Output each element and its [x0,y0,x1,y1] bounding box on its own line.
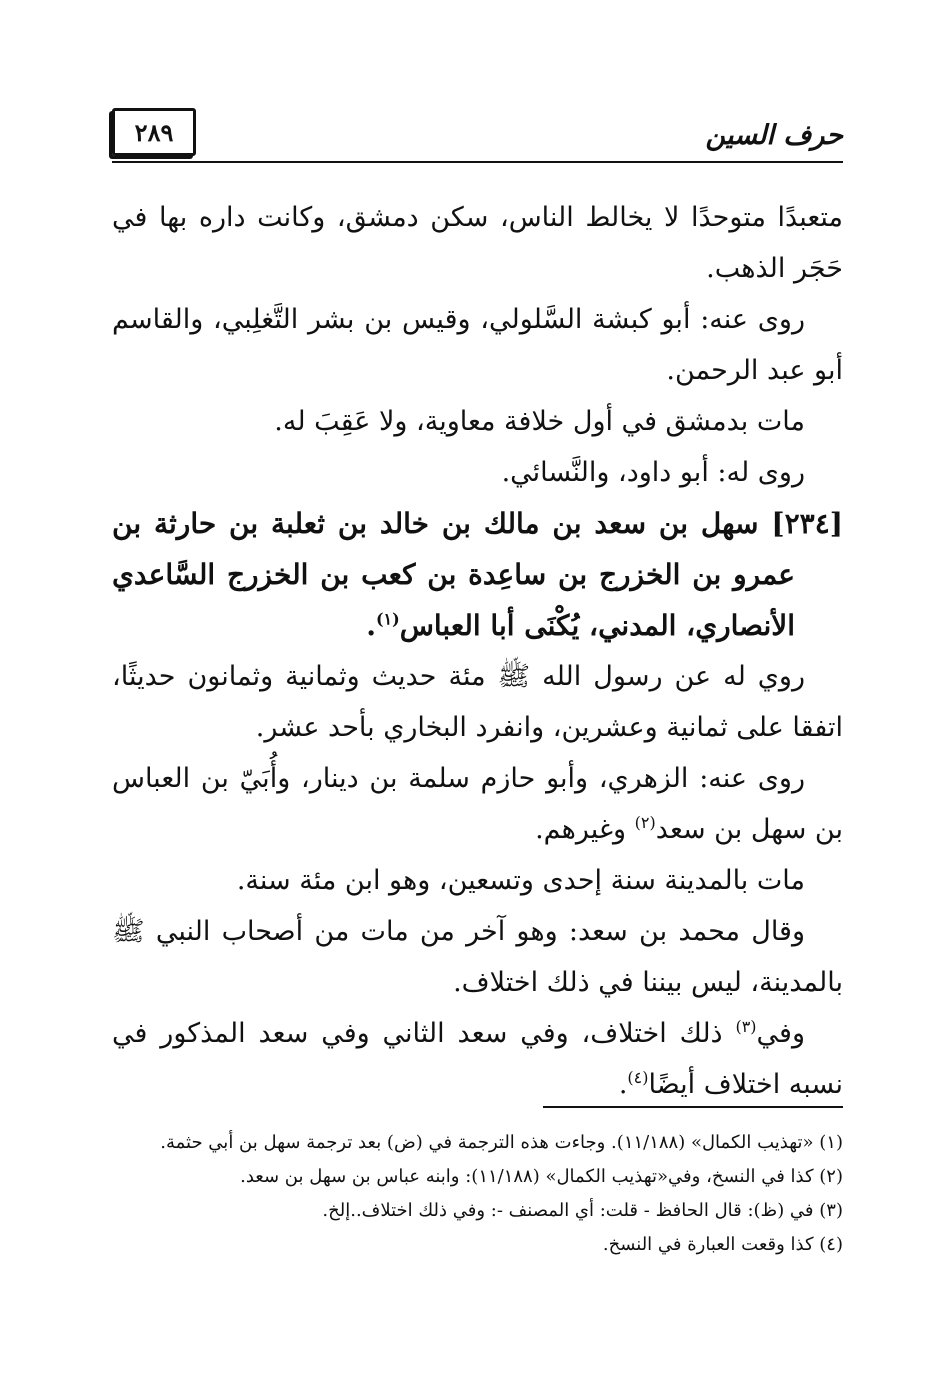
paragraph-9-text-b: ذلك اختلاف، وفي سعد الثاني وفي سعد المذكور في نسبه اختلاف أيضًا [112,1018,843,1100]
footnote-3: (٣) في (ظ): قال الحافظ - قلت: أي المصنف -: وفي ذلك اختلاف..إلخ. [322,1200,843,1221]
paragraph-4: روى له: أبو داود، والنَّسائي. [501,457,805,488]
main-text [112,192,843,1110]
footnote-1: (١) «تهذيب الكمال» (١١/١٨٨). وجاءت هذه الترجمة في (ض) بعد ترجمة سهل بن أبي حثمة. [160,1132,843,1153]
paragraph-7: مات بالمدينة سنة إحدى وتسعين، وهو ابن مئة سنة. [236,865,805,896]
paragraph-6-text-a: روى عنه: الزهري، وأبو حازم سلمة بن دينار، وأُبَيّ بن العباس بن سهل بن سعد [112,763,843,845]
entry-end: . [366,609,376,642]
paragraph-3: مات بدمشق في أول خلافة معاوية، ولا عَقِبَ له. [274,406,805,437]
footnote-rule [543,1106,843,1108]
paragraph-9 [112,1008,843,1110]
paragraph-1: متعبدًا متوحدًا لا يخالط الناس، سكن دمشق، وكانت داره بها في حَجَر الذهب. [112,202,843,284]
paragraph-9-text-a: وفي [756,1018,805,1049]
paragraph-9-text-c: . [618,1069,628,1100]
header-rule [112,161,843,163]
paragraph-6 [112,753,843,855]
footnote-ref-3: (٣) [735,1017,757,1036]
paragraph-8: وقال محمد بن سعد: وهو آخر من مات من أصحاب النبي ﷺ بالمدينة، ليس بيننا في ذلك اختلاف. [112,916,843,998]
entry-heading [112,498,843,651]
footnotes [112,1126,843,1262]
page-number: ٢٨٩ [134,117,174,147]
footnote-ref-4: (٤) [627,1068,649,1087]
entry-name: سهل بن سعد بن مالك بن خالد بن ثعلبة بن حارثة بن عمرو بن الخزرج بن ساعِدة بن كعب بن الخزرج السَّاعدي الأنصاري، المدني، يُكْنَى أبا العباس [112,507,795,642]
footnote-ref-1: (١) [375,609,400,629]
footnote-ref-2: (٢) [634,813,656,832]
footnote-2: (٢) كذا في النسخ، وفي«تهذيب الكمال» (١١/١٨٨): وابنه عباس بن سهل بن سعد. [240,1166,843,1187]
paragraph-5: روي له عن رسول الله ﷺ مئة حديث وثمانية وثمانون حديثًا، اتفقا على ثمانية وعشرين، وانفرد البخاري بأحد عشر. [112,661,843,743]
running-header-title: حرف السين [705,120,843,151]
paragraph-6-text-b: وغيرهم. [535,814,635,845]
footnote-4: (٤) كذا وقعت العبارة في النسخ. [602,1234,843,1255]
paragraph-2: روى عنه: أبو كبشة السَّلولي، وقيس بن بشر التَّغلِبي، والقاسم أبو عبد الرحمن. [112,304,843,386]
page-number-box [112,108,196,156]
entry-number: [٢٣٤] [771,507,843,540]
